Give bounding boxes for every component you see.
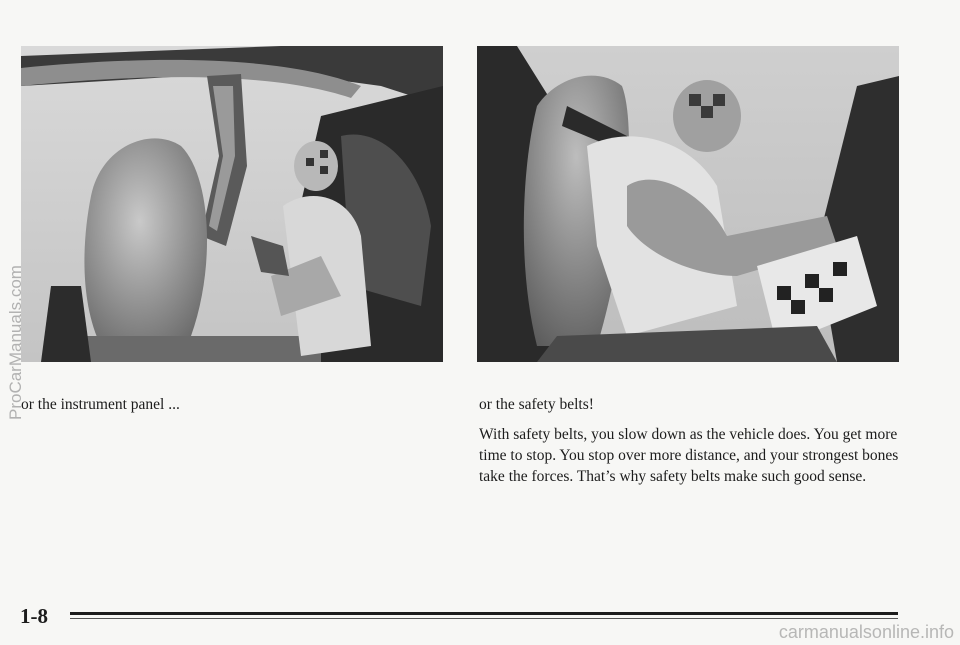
crash-test-dummy-front-photo-icon: [21, 46, 443, 362]
photo-right: [477, 46, 899, 362]
watermark-bottom: carmanualsonline.info: [778, 622, 954, 642]
footer-rule: [70, 612, 898, 615]
page-number: 1-8: [20, 604, 48, 628]
photo-left: [21, 46, 443, 362]
body-paragraph: With safety belts, you slow down as the vehicle does. You get more time to stop. You stop over more distance, and your strongest bones take the forces. That’s why safety belts make such good sense.: [479, 426, 899, 485]
caption-right: or the safety belts!: [479, 396, 594, 413]
caption-left: or the instrument panel ...: [21, 396, 180, 413]
footer-rule-thin: [70, 618, 898, 619]
crash-test-dummy-belted-photo-icon: [477, 46, 899, 362]
watermark-vertical: ProCarManuals.com: [6, 265, 25, 420]
